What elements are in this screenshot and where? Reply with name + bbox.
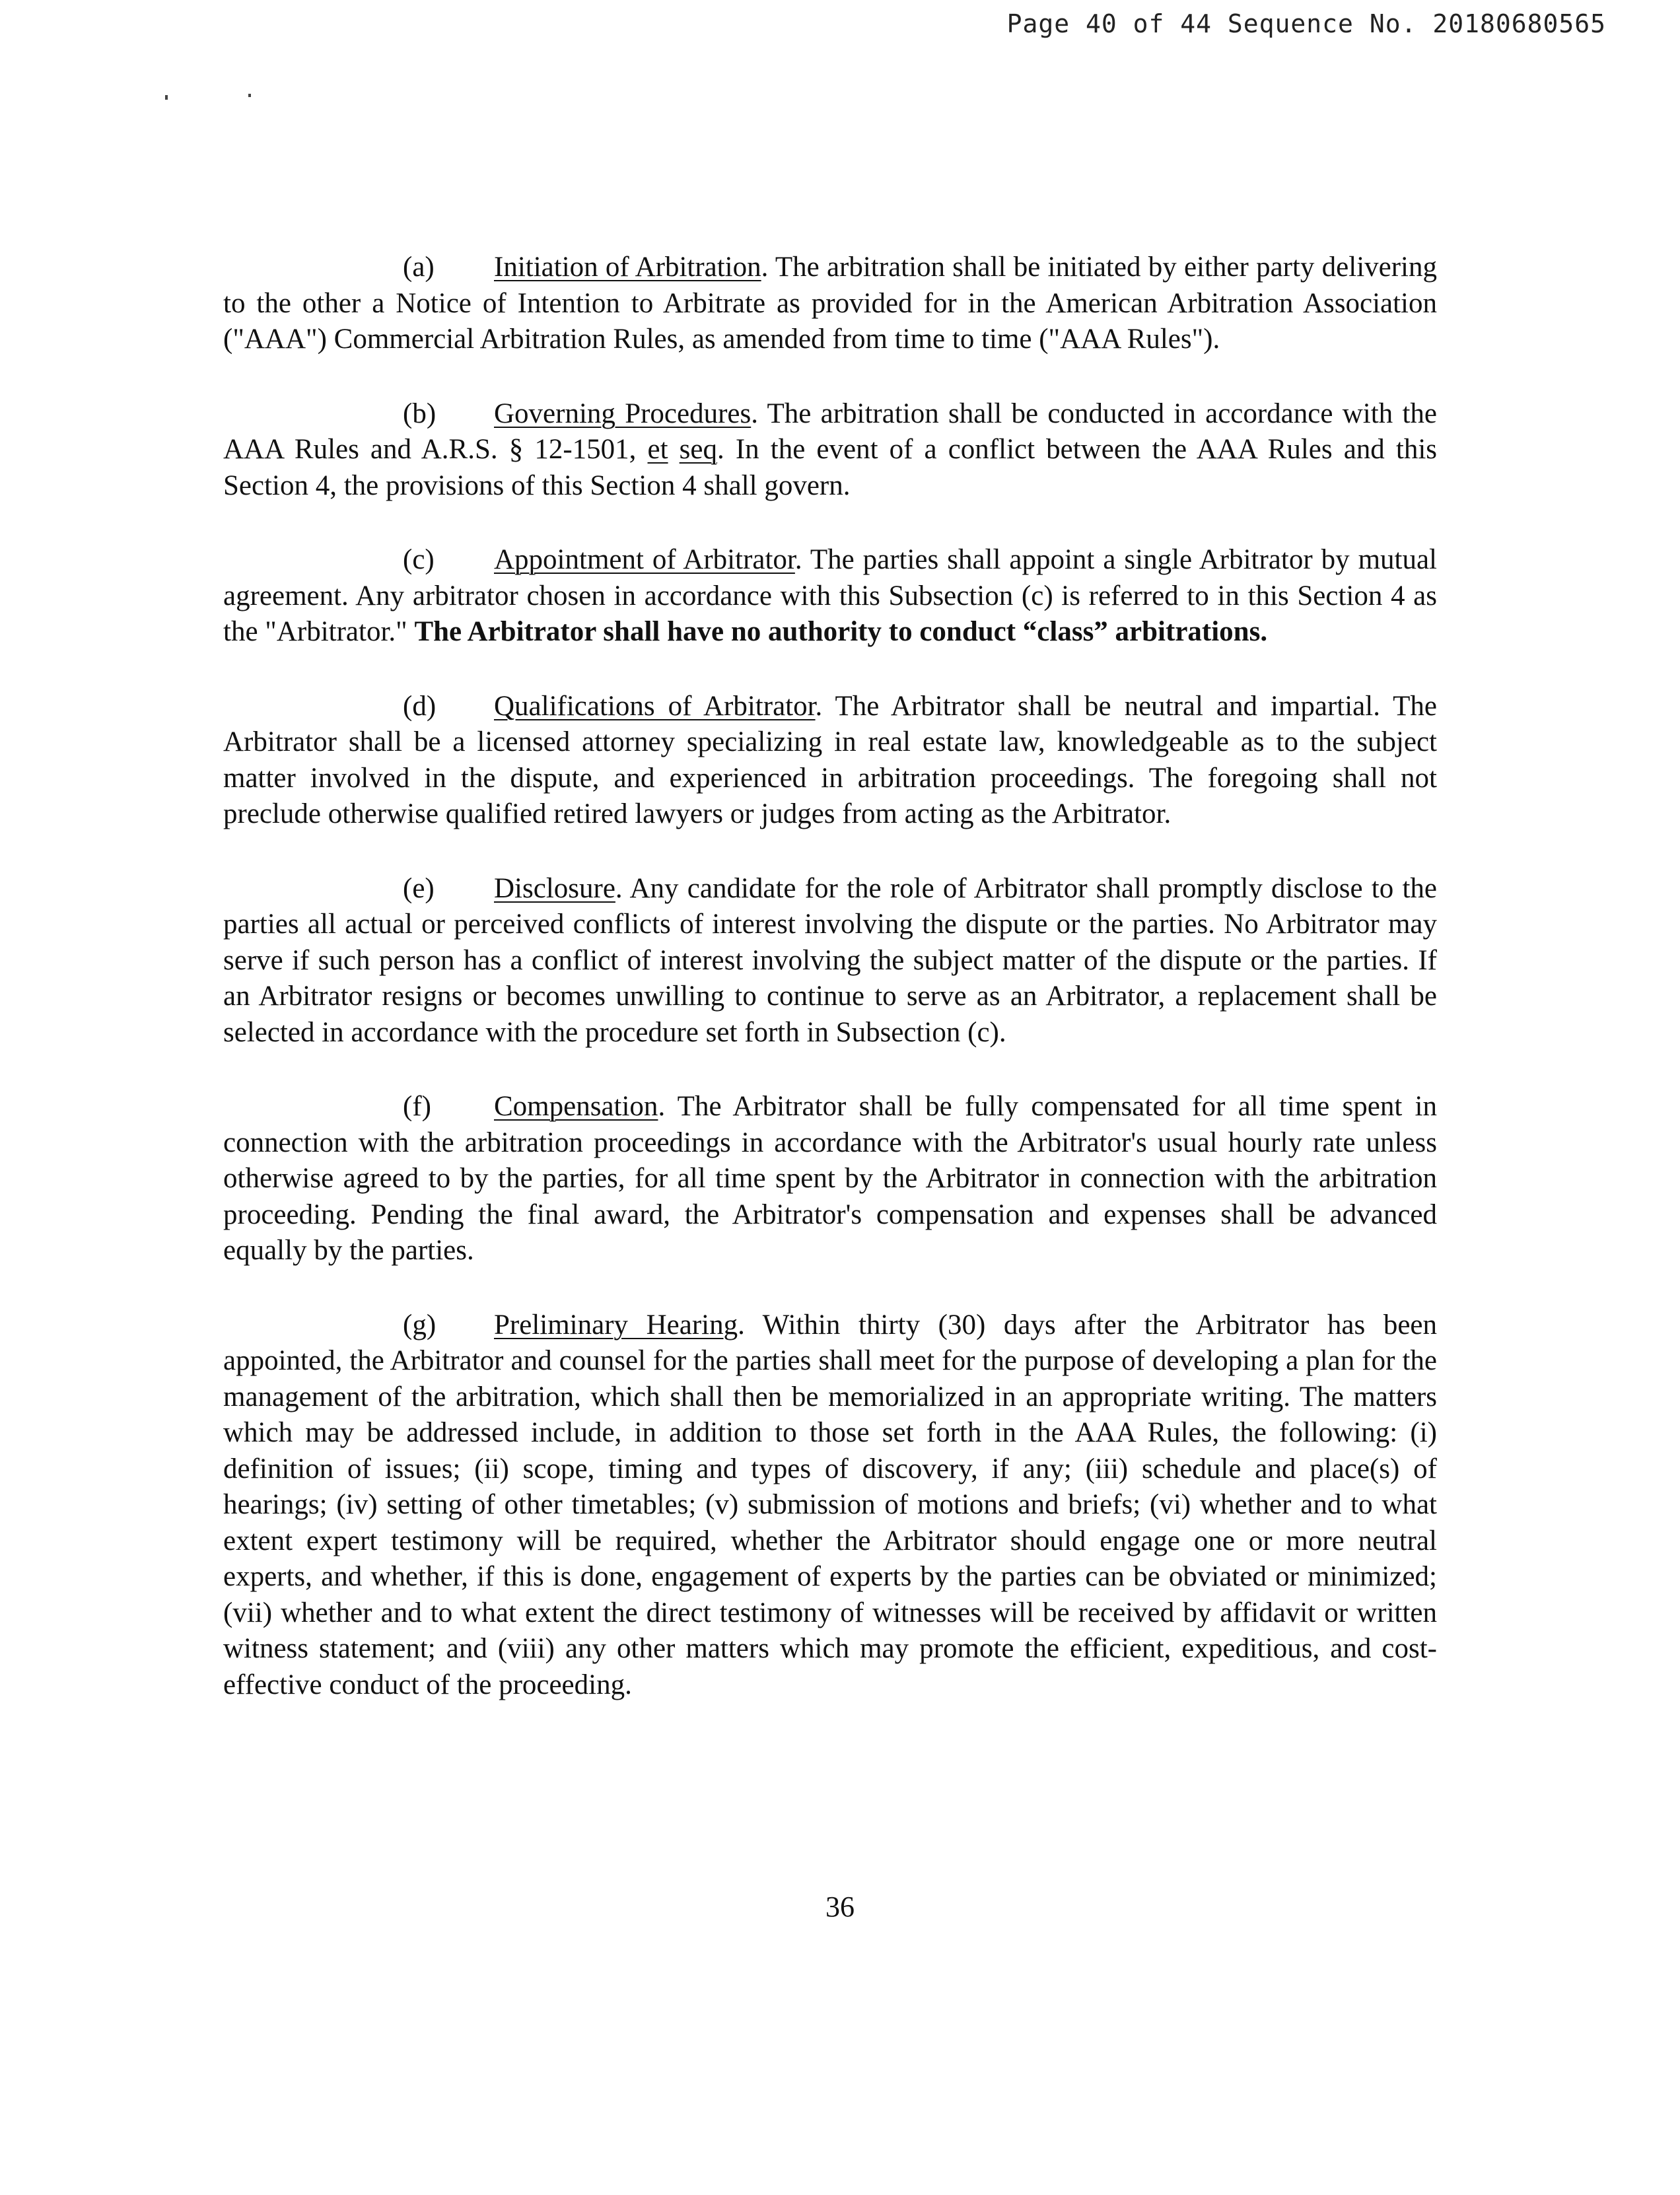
paragraph-label: (b) bbox=[403, 398, 437, 429]
paragraph-heading: Initiation of Arbitration bbox=[494, 252, 761, 283]
document-body bbox=[223, 250, 1437, 1741]
paragraph-text: . In the event of a conflict between the AAA Rules and this Section 4, the provisions of this Section 4 shall govern. bbox=[223, 434, 1438, 501]
paragraph-text: . The Arbitrator shall be neutral and impartial. The Arbitrator shall be a licensed attorney specializing in real estate law, knowledgeable as to the subject matter involved in the dispute, and experienced in arbitration proceedings. The foregoing shall not preclude otherwise qualified retired lawyers or judges from acting as the Arbitrator. bbox=[223, 690, 1437, 829]
paragraph-heading: Disclosure bbox=[494, 872, 615, 904]
page-header: Page 40 of 44 Sequence No. 20180680565 bbox=[1006, 9, 1606, 38]
paragraph-label: (d) bbox=[403, 690, 437, 722]
scan-speck bbox=[248, 94, 251, 97]
et-text: et bbox=[647, 434, 668, 465]
paragraph-heading: Qualifications of Arbitrator bbox=[494, 690, 816, 722]
paragraph-text: . Within thirty (30) days after the Arbitrator has been appointed, the Arbitrator and counsel for the parties shall meet for the purpose of developing a plan for the management of the arbitration, which shall then be memorialized in an appropriate writing. The matters which may be addressed include, in addition to those set forth in the AAA Rules, the following: (i) definition of issues; (ii) scope, timing and types of discovery, if any; (iii) schedule and place(s) of hearings; (iv) setting of other timetables; (v) submission of motions and briefs; (vi) whether and to what extent expert testimony will be required, whether the Arbitrator should engage one or more neutral experts, and whether, if this is done, engagement of experts by the parties can be obviated or minimized; (vii) whether and to what extent the direct testimony of witnesses will be received by affidavit or written witness statement; and (viii) any other matters which may promote the efficient, expeditious, and cost-effective conduct of the proceeding. bbox=[223, 1309, 1437, 1700]
bold-clause: The Arbitrator shall have no authority to conduct “class” arbitrations. bbox=[414, 616, 1268, 647]
paragraph-label: (a) bbox=[403, 252, 435, 283]
paragraph-label: (f) bbox=[403, 1091, 431, 1122]
page-number: 36 bbox=[825, 1891, 855, 1923]
paragraph-g bbox=[223, 1307, 1437, 1704]
paragraph-b bbox=[223, 396, 1437, 505]
paragraph-heading: Appointment of Arbitrator bbox=[494, 544, 795, 575]
paragraph-d bbox=[223, 689, 1437, 833]
paragraph-heading: Governing Procedures bbox=[494, 398, 752, 429]
paragraph-e bbox=[223, 871, 1437, 1051]
seq-text: seq bbox=[679, 434, 717, 465]
paragraph-text: . The parties shall appoint a single Arbitrator by mutual agreement. Any arbitrator chosen in accordance with this Subsection (c) is referred to in this Section 4 as the "Arbitrator." bbox=[223, 544, 1437, 647]
paragraph-text: . The arbitration shall be conducted in accordance with the AAA Rules and A.R.S. § 12-1501, bbox=[223, 398, 1437, 465]
paragraph-label: (g) bbox=[403, 1309, 437, 1341]
space-text bbox=[668, 434, 680, 465]
paragraph-text: . The Arbitrator shall be fully compensated for all time spent in connection with the arbitration proceedings in accordance with the Arbitrator's usual hourly rate unless otherwise agreed to by the parties, for all time spent by the Arbitrator in connection with the arbitration proceeding. Pending the final award, the Arbitrator's compensation and expenses shall be advanced equally by the parties. bbox=[223, 1091, 1437, 1266]
paragraph-f bbox=[223, 1089, 1437, 1269]
paragraph-c bbox=[223, 542, 1437, 650]
paragraph-a bbox=[223, 250, 1437, 358]
paragraph-text: . Any candidate for the role of Arbitrator shall promptly disclose to the parties all actual or perceived conflicts of interest involving the dispute or the parties. No Arbitrator may serve if such person has a conflict of interest involving the subject matter of the dispute or the parties. If an Arbitrator resigns or becomes unwilling to continue to serve as an Arbitrator, a replacement shall be selected in accordance with the procedure set forth in Subsection (c). bbox=[223, 872, 1437, 1048]
paragraph-text: . The arbitration shall be initiated by either party delivering to the other a Notice of Intention to Arbitrate as provided for in the American Arbitration Association ("AAA") Commercial Arbitration Rules, as amended from time to time ("AAA Rules"). bbox=[223, 252, 1437, 355]
paragraph-label: (e) bbox=[403, 872, 435, 904]
paragraph-label: (c) bbox=[403, 544, 435, 575]
paragraph-heading: Compensation bbox=[494, 1091, 658, 1122]
scan-speck bbox=[165, 95, 168, 100]
paragraph-heading: Preliminary Hearing bbox=[494, 1309, 738, 1341]
